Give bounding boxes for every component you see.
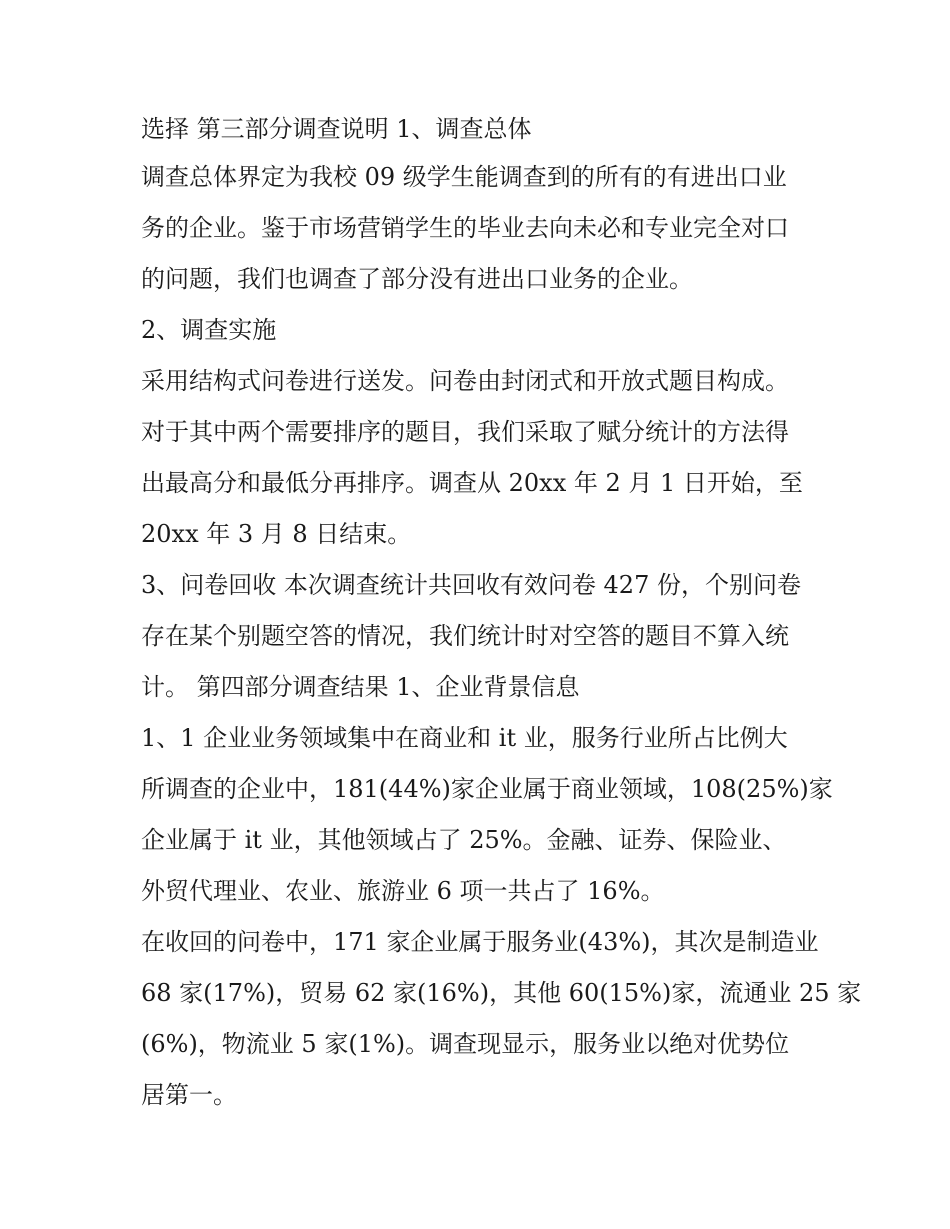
text-line: 外贸代理业、农业、旅游业 6 项一共占了 16%。 xyxy=(141,877,665,905)
text-line: 3、问卷回收 本次调查统计共回收有效问卷 427 份，个别问卷 xyxy=(141,571,801,599)
text-line: 出最高分和最低分再排序。调查从 20xx 年 2 月 1 日开始，至 xyxy=(141,469,803,497)
text-line: 居第一。 xyxy=(141,1081,237,1109)
text-line: 企业属于 it 业，其他领域占了 25%。金融、证券、保险业、 xyxy=(141,826,787,854)
text-line: 在收回的问卷中，171 家企业属于服务业(43%)，其次是制造业 xyxy=(141,928,819,956)
text-line: 68 家(17%)，贸易 62 家(16%)，其他 60(15%)家，流通业 25 家 xyxy=(141,979,862,1007)
text-line: 选择 第三部分调查说明 1、调查总体 xyxy=(141,115,532,143)
text-line: 采用结构式问卷进行送发。问卷由封闭式和开放式题目构成。 xyxy=(141,367,789,395)
text-line: 的问题，我们也调查了部分没有进出口业务的企业。 xyxy=(141,265,693,293)
text-line: 所调查的企业中，181(44%)家企业属于商业领域，108(25%)家 xyxy=(141,775,833,803)
text-line: 1、1 企业业务领域集中在商业和 it 业，服务行业所占比例大 xyxy=(141,724,788,752)
text-line: 对于其中两个需要排序的题目，我们采取了赋分统计的方法得 xyxy=(141,418,789,446)
text-line: 计。 第四部分调查结果 1、企业背景信息 xyxy=(141,673,580,701)
text-line: (6%)，物流业 5 家(1%)。调查现显示，服务业以绝对优势位 xyxy=(141,1030,790,1058)
text-line: 存在某个别题空答的情况，我们统计时对空答的题目不算入统 xyxy=(141,622,789,650)
text-line: 务的企业。鉴于市场营销学生的毕业去向未必和专业完全对口 xyxy=(141,214,789,242)
text-line: 20xx 年 3 月 8 日结束。 xyxy=(141,520,412,548)
document-body xyxy=(141,110,862,1127)
section-heading: 2、调查实施 xyxy=(141,316,277,344)
text-line: 调查总体界定为我校 09 级学生能调查到的所有的有进出口业 xyxy=(141,163,787,191)
